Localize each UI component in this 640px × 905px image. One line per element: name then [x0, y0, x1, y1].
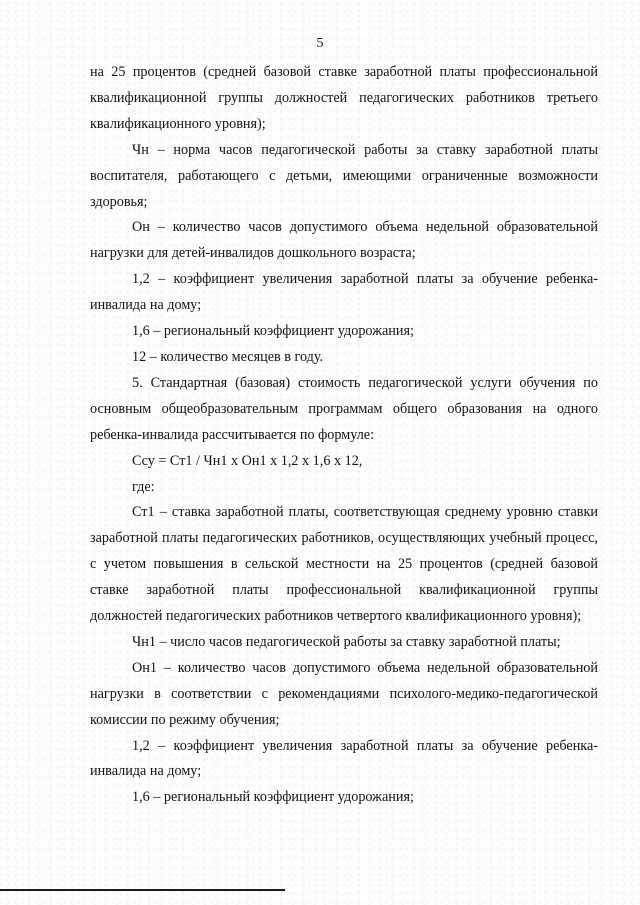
- paragraph-continuation: на 25 процентов (средней базовой ставке заработной платы профессиональной квалификационной группы должностей педагогических работников третьего квалификационного уровня);: [90, 64, 598, 132]
- formula: Ссу = Ст1 / Чн1 х Он1 х 1,2 х 1,6 х 12,: [132, 452, 363, 469]
- paragraph-chn-definition: Чн – норма часов педагогической работы за ставку заработной платы воспитателя, работающего с детьми, имеющими ограниченные возможности здоровья;: [90, 141, 598, 210]
- formula-where-label: где:: [132, 478, 155, 495]
- paragraph-coefficient-1-2-second: 1,2 – коэффициент увеличения заработной платы за обучение ребенка-инвалида на дому;: [90, 737, 598, 780]
- paragraph-on1-definition: Он1 – количество часов допустимого объема недельной образовательной нагрузки в соответствии с рекомендациями психолого-медико-педагогической комиссии по режиму обучения;: [90, 659, 598, 728]
- page-number: 5: [316, 36, 324, 51]
- document-body: [90, 60, 598, 811]
- paragraph-item-5: 5. Стандартная (базовая) стоимость педагогической услуги обучения по основным общеобразовательным программам общего образования на одного ребенка-инвалида рассчитывается по формуле:: [90, 374, 598, 443]
- footer-rule: [0, 889, 285, 891]
- paragraph-months: 12 – количество месяцев в году.: [132, 348, 324, 365]
- paragraph-coefficient-1-6-second: 1,6 – региональный коэффициент удорожания;: [132, 789, 414, 806]
- paragraph-coefficient-1-6: 1,6 – региональный коэффициент удорожания;: [132, 323, 414, 340]
- paragraph-ct1-definition: Ст1 – ставка заработной платы, соответствующая среднему уровню ставки заработной платы педагогических работников, осуществляющих учебный процесс, с учетом повышения в сельской местности на 25 процентов (средней базовой ставке заработной платы профессиональной квалификационной группы должностей педагогических работников четвертого квалификационного уровня);: [90, 504, 598, 625]
- paragraph-coefficient-1-2: 1,2 – коэффициент увеличения заработной платы за обучение ребенка-инвалида на дому;: [90, 271, 598, 314]
- paragraph-on-definition: Он – количество часов допустимого объема недельной образовательной нагрузки для детей-инвалидов дошкольного возраста;: [90, 219, 598, 262]
- paragraph-chn1-definition: Чн1 – число часов педагогической работы за ставку заработной платы;: [132, 633, 561, 650]
